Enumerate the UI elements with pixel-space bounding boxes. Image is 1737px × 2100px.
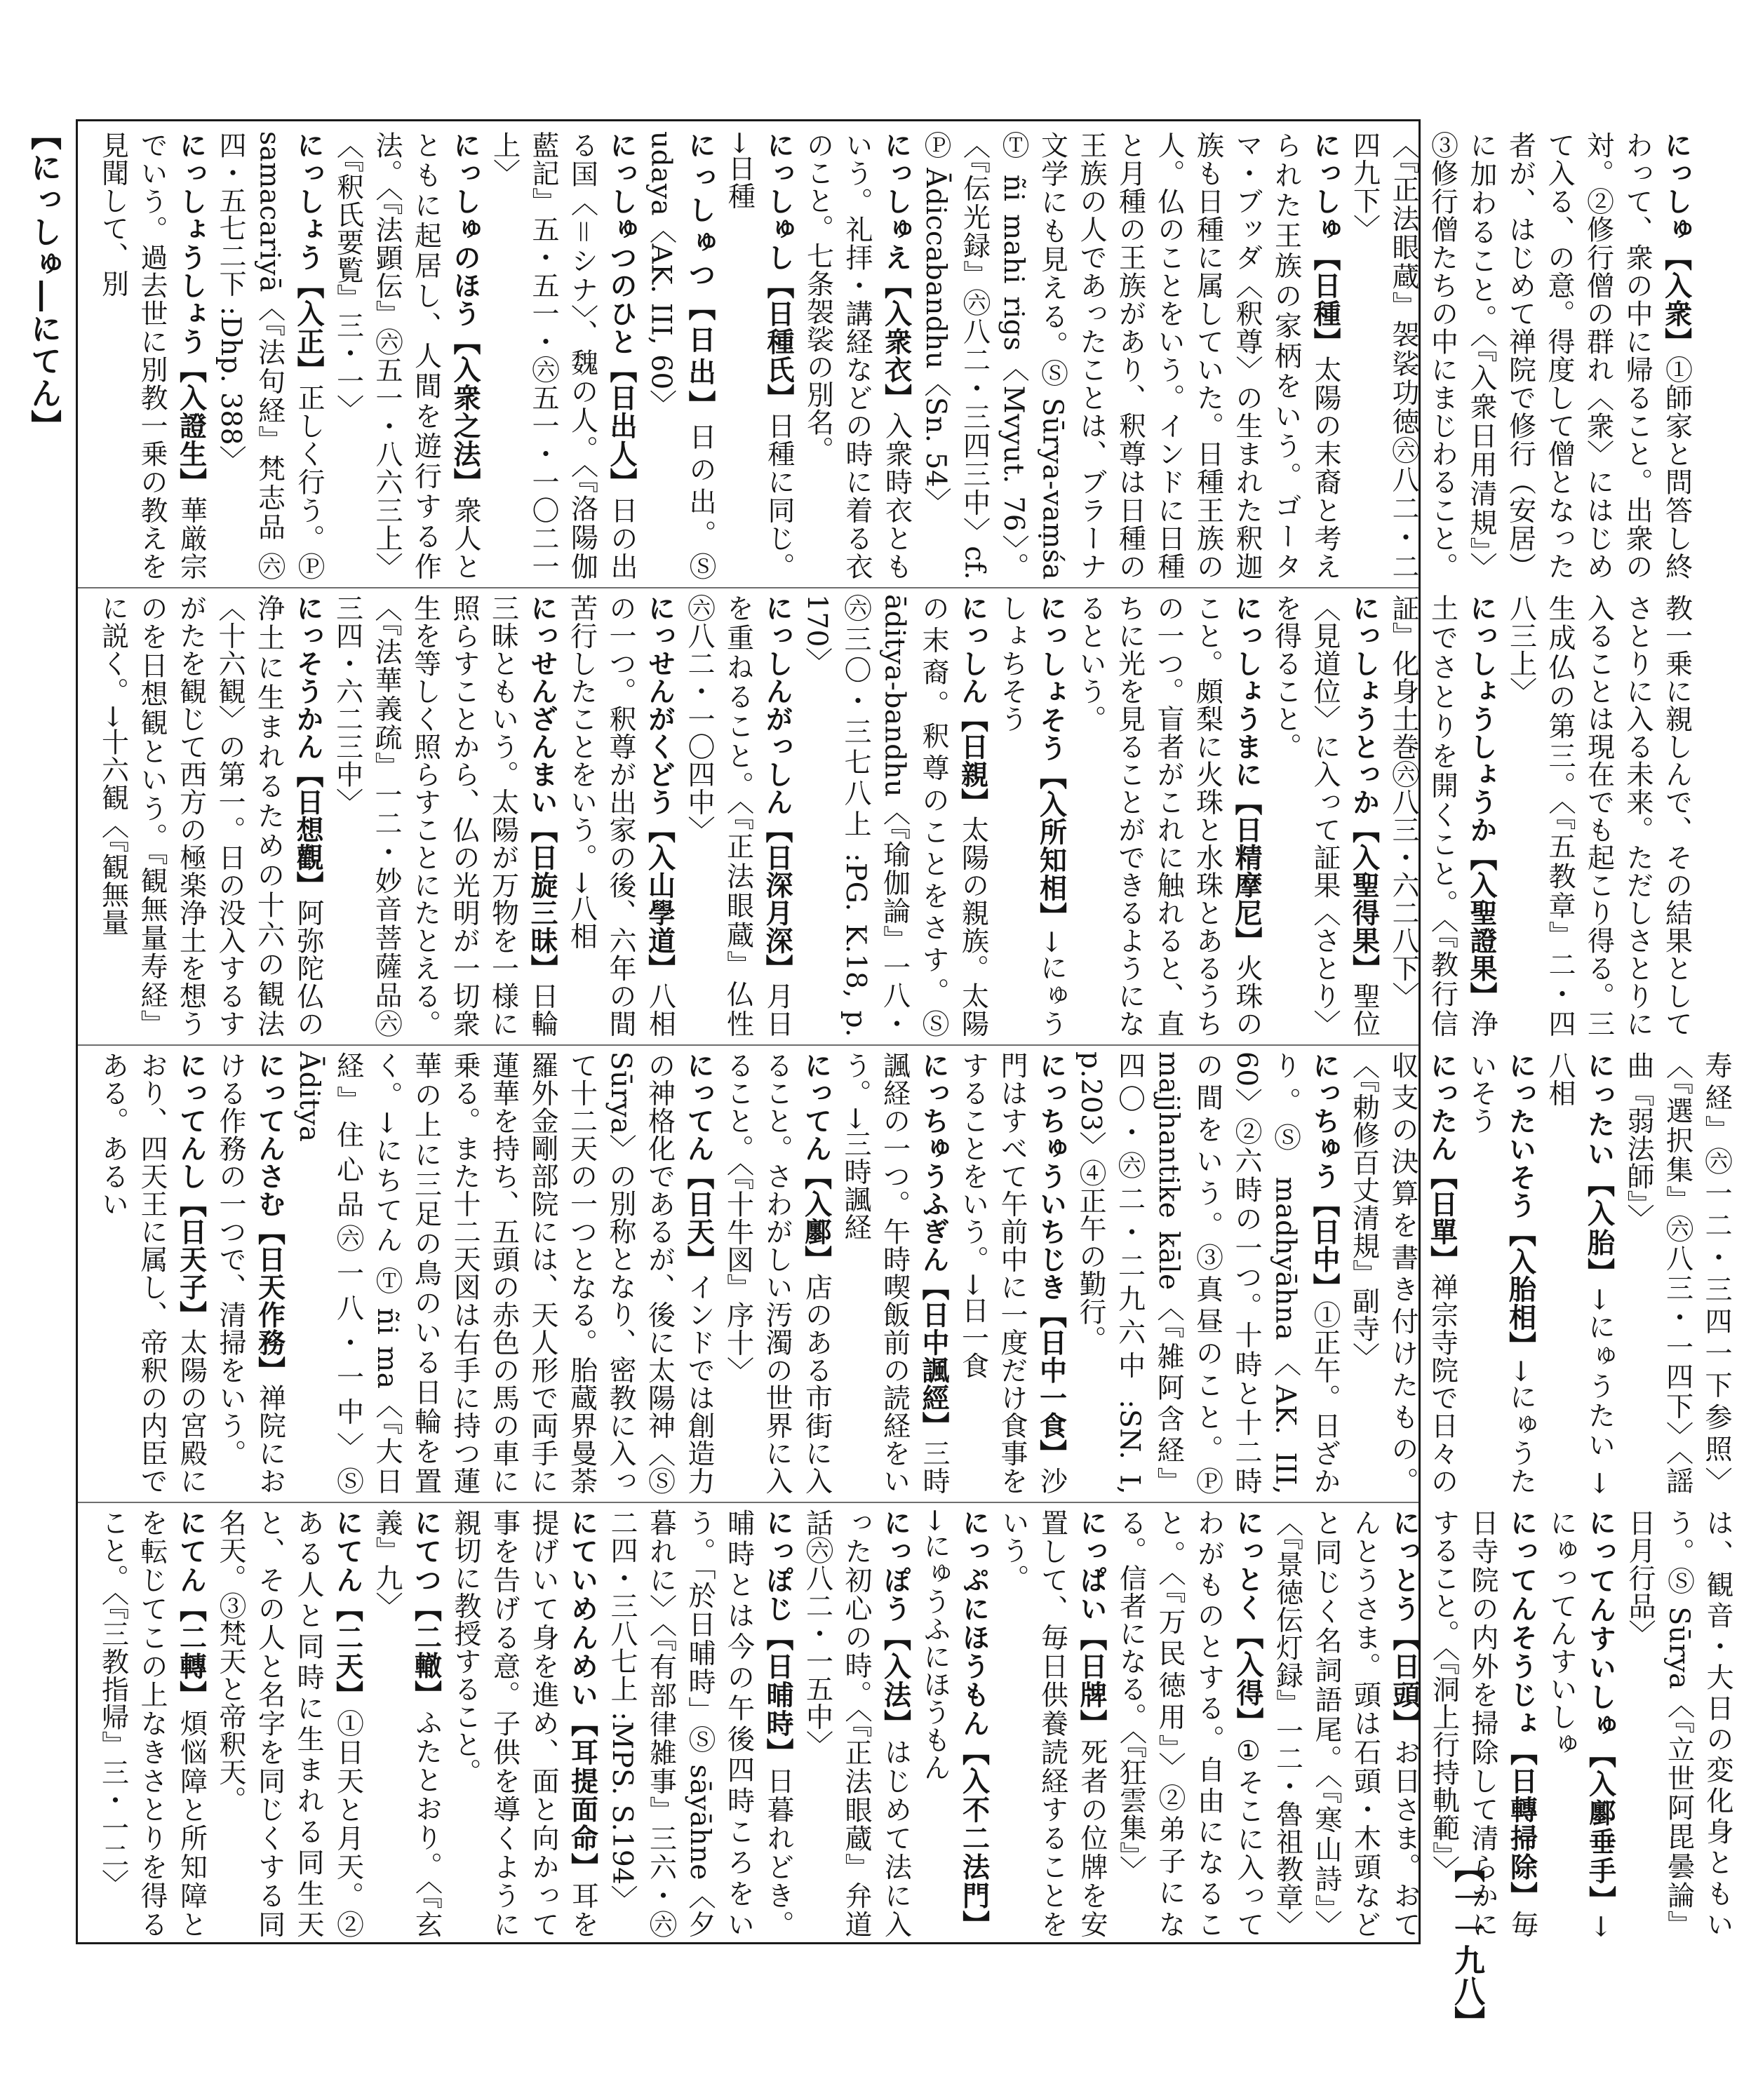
entry-term: にっぽじ xyxy=(762,1509,794,1624)
entry-term: にっぽう xyxy=(879,1509,912,1624)
entry-definition: 八相の一つ。釈尊が出家の後、六年の間苦行したことをいう。→八相 xyxy=(565,594,676,1037)
dictionary-entry xyxy=(328,131,485,580)
entry-term: にってんそうじょ xyxy=(1505,1509,1538,1739)
entry-definition: 太陽の宮殿におり、四天王に属し、帝釈の内臣である。あるい xyxy=(97,1051,208,1495)
entry-definition: 浄土でさとりを開くこと。〈『教行信証』化身土巻㊅八三・六二八下〉 xyxy=(1388,594,1498,1037)
dictionary-entry xyxy=(798,1509,916,1938)
entry-headword: 【日中】 xyxy=(1308,1190,1341,1301)
entry-headword: 【日牌】 xyxy=(1075,1623,1108,1739)
entry-definition: 日の出る国〈＝シナ〉、魏の人。〈『洛陽伽藍記』五・五一・㊅五一・一〇二一上〉 xyxy=(488,131,638,581)
dictionary-entry xyxy=(798,131,916,580)
tier-3 xyxy=(78,1051,1732,1495)
entry-term: にっとく xyxy=(1232,1509,1264,1622)
dictionary-entry xyxy=(994,1509,1112,1938)
dictionary-entry xyxy=(797,594,993,1037)
dictionary-entry xyxy=(446,1509,603,1938)
entry-term: にったいそう xyxy=(1504,1051,1537,1220)
entry-term: にっしょそう xyxy=(1035,594,1068,762)
entry-term: にっせんざんまい xyxy=(526,594,558,816)
entry-term: にっぷにほうもん xyxy=(958,1509,991,1739)
entry-headword: 【入得】 xyxy=(1232,1622,1264,1736)
entry-definition: ①そこに入ってわがものとする。自由になること。〈『万民徳用』〉②弟子になる。信者になる。〈『狂雲集』〉 xyxy=(1115,1509,1264,1939)
entry-term: にっしゅのほう xyxy=(449,131,481,328)
entry-definition: →にゅうふにほうもん xyxy=(919,1509,951,1782)
entry-term: にてつ xyxy=(410,1509,443,1595)
dictionary-entry xyxy=(1542,1509,1621,1938)
entry-headword: 【日中諷經】 xyxy=(918,1273,950,1439)
dictionary-entry xyxy=(916,131,1346,580)
entry-headword: 【日頭】 xyxy=(1388,1623,1421,1739)
entry-definition: 日種に同じ。→日種 xyxy=(723,131,795,581)
running-head-text: 【にっしゅ―にてん】 xyxy=(25,119,61,442)
entry-headword: 【入鄽】 xyxy=(800,1162,833,1273)
entry-headword: 【入不二法門】 xyxy=(958,1738,991,1939)
entry-definition: 日の出。Ⓢ udaya〈AK. III, 60〉 xyxy=(645,131,716,581)
entry-headword: 【入法】 xyxy=(879,1623,912,1739)
tier-1-text xyxy=(93,131,1696,580)
entry-definition: 太陽の親族。太陽の末裔。釈尊のことをさす。Ⓢ āditya-bandhu〈『瑜伽論』一八・㊅三〇・三七八上 :PG. K.18, p. 170〉 xyxy=(800,594,989,1037)
entry-definition: 死者の位牌を安置して、毎日供養読経することをいう。 xyxy=(998,1509,1108,1939)
entry-headword: 【二天】 xyxy=(331,1594,364,1710)
tier-1 xyxy=(78,131,1693,581)
entry-term: にっちゅうふぎん xyxy=(918,1051,950,1273)
entry-headword: 【日單】 xyxy=(1426,1162,1458,1273)
running-head xyxy=(9,119,61,442)
dictionary-entry xyxy=(1619,1051,1736,1495)
dictionary-entry xyxy=(916,1509,994,1938)
dictionary-entry xyxy=(1462,1051,1541,1495)
entry-definition: 三時諷経の一つ。午時喫飯前の読経をいう。→三時諷経 xyxy=(840,1051,950,1495)
dictionary-entry xyxy=(641,131,720,580)
entry-term: にったい xyxy=(1583,1051,1616,1170)
entry-definition: →にゅってんすいしゅ xyxy=(1545,1509,1617,1938)
entry-term: にってんさむ xyxy=(253,1051,286,1218)
entry-term: にっしゅ xyxy=(1660,131,1693,244)
entry-headword: 【入正】 xyxy=(293,271,325,384)
entry-definition: 毎日寺院の内外を掃除して清らかにすること。〈『洞上行持軌範』〉 xyxy=(1428,1509,1538,1939)
dictionary-entry xyxy=(1071,1051,1345,1495)
tier-4 xyxy=(78,1509,1733,1939)
dictionary-entry xyxy=(1111,1509,1268,1938)
dictionary-entry xyxy=(1345,131,1696,580)
entry-headword: 【日精摩尼】 xyxy=(1230,788,1263,955)
tier-divider xyxy=(78,1502,1419,1503)
entry-term: にってんすいしゅ xyxy=(1584,1509,1617,1741)
dictionary-entry xyxy=(1541,1051,1619,1495)
dictionary-entry xyxy=(485,131,641,580)
entry-term: にっせんがくどう xyxy=(643,594,676,816)
entry-headword: 【二轉】 xyxy=(175,1594,208,1710)
entry-headword: 【入衆】 xyxy=(1660,243,1693,356)
dictionary-entry xyxy=(993,594,1071,1037)
dictionary-entry xyxy=(1384,594,1502,1037)
dictionary-entry xyxy=(211,131,329,580)
dictionary-entry xyxy=(290,1051,719,1495)
entry-definition: 日暮れどき。晡時とは今の午後四時ころをいう。「於日晡時」Ⓢ sāyāhne〈夕暮れに〉〈『有部律雑事』三六・㊅二四・三八七上 :MPS. S.194〉 xyxy=(606,1509,794,1939)
entry-definition: 禅宗寺院で日々の収支の決算を書き付けたもの。〈『勅修百丈清規』副寺〉 xyxy=(1348,1051,1458,1495)
dictionary-entry xyxy=(720,131,798,580)
entry-term: にっとう xyxy=(1388,1509,1421,1624)
entry-definition: ①日天と月天。②ある人と同時に生まれる同生天と、その人と名字を同じくする同名天。③梵天と帝釈天。 xyxy=(215,1509,364,1939)
entry-headword: 【日天作務】 xyxy=(253,1218,286,1384)
entry-headword: 【入胎】 xyxy=(1583,1169,1616,1288)
entry-headword: 【入聖得果】 xyxy=(1348,816,1381,982)
dictionary-entry xyxy=(93,1051,211,1495)
entry-definition: 教一乗に親しんで、その結果としてさとりに入る未来。ただしさとりに入ることは現在でも起こり得る。三生成仏の第三。〈『五教章』二・四八三上〉 xyxy=(1505,594,1693,1037)
entry-term: にっしょうしょう xyxy=(175,131,208,356)
entry-term: にっしんがっしん xyxy=(761,594,793,816)
entry-definition: 衆人とともに起居し、人間を遊行する作法。〈『法顕伝』㊅五一・八六三上〉〈『釈氏要覧』三・一〉 xyxy=(332,131,481,581)
dictionary-entry xyxy=(1268,1509,1424,1938)
entry-term: にっしゅ xyxy=(1309,131,1341,244)
entry-definition: →にゅうたい →八相 xyxy=(1544,1051,1616,1495)
entry-definition: 寿経』㊅一二・三四一下参照〉〈『選択集』㊅八三・一四下〉〈謡曲『弱法師』〉 xyxy=(1623,1051,1732,1495)
entry-definition: 日輪三昧ともいう。太陽が万物を一様に照らすことから、仏の光明が一切衆生を等しく照らすことにたとえる。〈『法華義疏』一二・妙音菩薩品㊅三四・六二三中〉 xyxy=(331,594,558,1037)
entry-term: にていめんめい xyxy=(566,1509,599,1710)
entry-headword: 【日想觀】 xyxy=(292,760,324,899)
dictionary-entry xyxy=(93,594,328,1037)
tier-2 xyxy=(78,594,1693,1038)
dictionary-entry xyxy=(93,131,211,580)
entry-headword: 【入胎相】 xyxy=(1504,1219,1537,1360)
entry-definition: 太陽の末裔と考えられた王族の家柄をいう。ゴータマ・ブッダ〈釈尊〉の生まれた釈迦族も日種に属していた。日種王族の人。仏のことをいう。インドに日種と月種の王族があり、釈尊は日種の王族の人であったことは、ブラーナ文学にも見える。Ⓢ Sūrya-vaṃśa Ⓣ ñi mahi rigs〈Mvyut. 76〉。〈『伝光録』㊅八二・三四三中〉cf. Ⓟ Ādiccabandhu〈Sn. 54〉 xyxy=(920,131,1341,581)
entry-term: にっしゅつのひと xyxy=(605,131,638,356)
entry-definition: 阿弥陀仏の浄土に生まれるための十六の観法〈十六観〉の第一。日の没入するすがたを観じて西方の極楽浄土を想うのを日想観という。『観無量寿経』に説く。→十六観〈『観無量 xyxy=(97,594,324,1037)
entry-term: にっちゅう xyxy=(1308,1051,1341,1190)
entry-headword: 【日種】 xyxy=(1309,243,1341,356)
entry-definition: はじめて法に入った初心の時。〈『正法眼蔵』弁道話㊅八二・一五中〉 xyxy=(801,1509,912,1939)
dictionary-entry xyxy=(1424,1509,1542,1938)
entry-definition: ①正午。日ざかり。Ⓢ madhyāhna〈AK. III, 60〉②六時の一つ。十時と十二時の間をいう。③真昼のこと。Ⓟ majjhantike kāle〈『雑阿含経』四〇・㊅二・二九六中 :SN. I, p.203〉④正午の勤行。 xyxy=(1075,1051,1341,1495)
dictionary-entry xyxy=(328,594,562,1037)
dictionary-page-frame xyxy=(76,119,1733,1944)
entry-headword: 【耳提面命】 xyxy=(566,1709,599,1882)
entry-headword: 【入所知相】 xyxy=(1035,762,1068,931)
entry-definition: は、観音・大日の変化身ともいう。Ⓢ Sūrya〈『立世阿毘曇論』日月行品〉 xyxy=(1624,1509,1733,1938)
entry-term: にったん xyxy=(1426,1051,1458,1162)
entry-definition: 月日を重ねること。〈『正法眼蔵』仏性㊅八二・一〇四中〉 xyxy=(683,594,793,1037)
dictionary-entry xyxy=(1501,594,1696,1037)
dictionary-entry xyxy=(718,1051,836,1495)
entry-definition: 沙門はすべて午前中に一度だけ食事をすることをいう。→日一食 xyxy=(957,1051,1068,1495)
entry-definition: 正しく行う。Ⓟ samacariyā〈『法句経』梵志品 ㊅四・五七二下 :Dhp. 388〉 xyxy=(215,131,325,581)
dictionary-entry xyxy=(1266,594,1384,1037)
entry-term: にてん xyxy=(331,1509,364,1595)
tier-4-text xyxy=(93,1509,1737,1938)
entry-headword: 【二轍】 xyxy=(410,1594,443,1709)
dictionary-entry xyxy=(368,1509,446,1938)
tier-2-text xyxy=(93,594,1696,1037)
entry-headword: 【日晡時】 xyxy=(762,1623,794,1768)
entry-definition: 禅院における作務の一つで、清掃をいう。 xyxy=(215,1051,286,1495)
entry-headword: 【入證生】 xyxy=(175,356,208,497)
entry-definition: 火珠のこと。頗梨に火珠と水珠とあるうちの一つ。盲者がこれに触れると、直ちに光を見ることができるようになるという。 xyxy=(1075,594,1263,1037)
entry-headword: 【日出人】 xyxy=(605,356,638,497)
entry-headword: 【日種氏】 xyxy=(763,271,795,412)
entry-term: にっしゅつ xyxy=(684,131,716,293)
entry-headword: 【日天】 xyxy=(683,1162,715,1273)
entry-headword: 【入衆之法】 xyxy=(449,328,481,497)
entry-definition: 店のある市街に入ること。さわがしい汚濁の世界に入ること。〈『十牛図』序十〉 xyxy=(722,1051,833,1495)
entry-definition: お日さま。おてんとうさま。頭は石頭・木頭などと同じく名詞語尾。〈『寒山詩』〉〈『景徳伝灯録』一二・魯祖教章〉 xyxy=(1271,1509,1421,1939)
entry-headword: 【日中一食】 xyxy=(1035,1300,1068,1467)
entry-term: にっしょうとっか xyxy=(1348,594,1381,816)
tier-divider xyxy=(78,587,1419,588)
entry-headword: 【日出】 xyxy=(684,292,716,423)
entry-headword: 【日轉掃除】 xyxy=(1505,1738,1538,1911)
entry-headword: 【入衆衣】 xyxy=(880,271,913,412)
dictionary-entry xyxy=(1621,1509,1737,1938)
entry-definition: 入衆時衣ともいう。礼拝・講経などの時に着る衣のこと。七条袈裟の別名。 xyxy=(802,131,913,581)
dictionary-entry xyxy=(93,1509,211,1938)
entry-headword: 【入鄽垂手】 xyxy=(1584,1740,1617,1915)
dictionary-entry xyxy=(836,1051,954,1495)
tier-divider xyxy=(78,1044,1419,1046)
entry-definition: →にゅうたいそう xyxy=(1466,1051,1537,1495)
entry-term: にっしん xyxy=(956,594,989,705)
entry-term: にっちゅういちじき xyxy=(1035,1051,1068,1301)
entry-definition: 耳を提げいて身を進め、面と向かって事を告げる意。子供を導くように親切に教授すること。 xyxy=(450,1509,599,1939)
entry-term: にっしょう xyxy=(293,131,325,272)
entry-headword: 【入山學道】 xyxy=(643,816,676,982)
entry-headword: 【入聖證果】 xyxy=(1466,843,1498,1010)
dictionary-entry xyxy=(562,594,680,1037)
entry-term: にてん xyxy=(175,1509,208,1595)
entry-term: にってんし xyxy=(175,1051,208,1190)
entry-definition: ①師家と問答し終わって、衆の中に帰ること。出衆の対。②修行僧の群れ〈衆〉にはじめて入る、の意。得度して僧となった者が、はじめて禅院で修行（安居）に加わること。〈『入衆日用清規』〉③修行僧たちの中にまじわること。〈『正法眼蔵』袈裟功徳㊅八二・二四九下〉 xyxy=(1348,131,1693,581)
tier-3-text xyxy=(93,1051,1736,1495)
entry-definition: 華厳宗でいう。過去世に別教一乗の教えを見聞して、別 xyxy=(97,131,208,581)
entry-definition: インドでは創造力の神格化であるが、後に太陽神〈Ⓢ Sūrya〉の別称となり、密教に入って十二天の一つとなる。胎蔵界曼荼羅外金剛部院には、天人形で両手に蓮華を持ち、五頭の赤色の馬の車に乗る。また十二天図は右手に持つ蓮華の上に三足の鳥のいる日輪を置く。→にちてん Ⓣ ñi ma〈『大日経』住心品㊅一八・一中〉Ⓢ Āditya xyxy=(293,1051,715,1495)
entry-headword: 【日天子】 xyxy=(175,1190,208,1328)
dictionary-entry xyxy=(211,1509,368,1938)
entry-definition: →にゅうしょちそう xyxy=(996,594,1068,1038)
entry-definition: ふたとおり。〈『玄義』九〉 xyxy=(371,1509,443,1939)
entry-term: にっそうかん xyxy=(292,594,324,760)
dictionary-entry xyxy=(211,1051,290,1495)
entry-headword: 【日深月深】 xyxy=(761,816,793,982)
entry-term: にってん xyxy=(800,1051,833,1162)
entry-term: にってん xyxy=(683,1051,715,1162)
entry-headword: 【日親】 xyxy=(956,705,989,816)
dictionary-entry xyxy=(953,1051,1071,1495)
entry-headword: 【日旋三昧】 xyxy=(526,816,558,982)
entry-term: にっしょうしょうか xyxy=(1466,594,1498,844)
entry-term: にっしゅし xyxy=(763,131,795,272)
dictionary-entry xyxy=(1071,594,1267,1037)
dictionary-entry xyxy=(680,594,798,1037)
entry-definition: 聖位〈見道位〉に入って証果〈さとり〉を得ること。 xyxy=(1270,594,1381,1037)
entry-term: にっしょうまに xyxy=(1230,594,1263,788)
entry-term: にっぱい xyxy=(1075,1509,1108,1624)
entry-term: にっしゅえ xyxy=(880,131,913,272)
dictionary-entry xyxy=(603,1509,798,1938)
dictionary-entry xyxy=(1344,1051,1462,1495)
page-number-text: 【一一九八】 xyxy=(1449,1852,1484,2037)
entry-definition: 煩悩障と所知障とを転じてこの上なきさとりを得ること。〈『三教指帰』三・一二〉 xyxy=(97,1509,208,1939)
